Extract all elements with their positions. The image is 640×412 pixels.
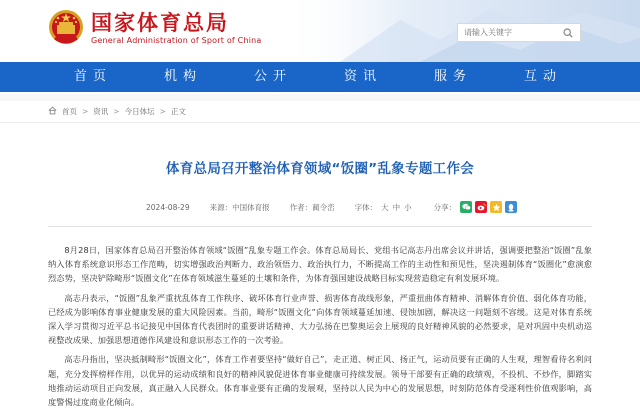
- share-label: 分享：: [433, 202, 457, 212]
- home-icon[interactable]: [48, 106, 57, 117]
- font-size-small[interactable]: 小: [404, 202, 412, 212]
- article-source: 来源：中国体育报: [209, 202, 270, 212]
- nav-item-interaction[interactable]: 互动: [523, 69, 562, 84]
- breadcrumb-separator: >: [82, 107, 89, 116]
- nav-item-service[interactable]: 服务: [433, 69, 472, 84]
- site-title-en: General Administration of Sport of China: [91, 36, 262, 45]
- nav-item-organization[interactable]: 机构: [163, 69, 202, 84]
- article-meta: [48, 200, 592, 214]
- qq-icon[interactable]: [505, 201, 517, 213]
- nav-item-news[interactable]: 资讯: [343, 69, 382, 84]
- national-emblem-icon: [47, 8, 85, 48]
- site-logo[interactable]: [47, 8, 262, 48]
- site-header: [0, 0, 640, 62]
- article-title: 体育总局召开整治体育领域“饭圈”乱象专题工作会: [165, 161, 475, 177]
- nav-item-public[interactable]: 公开: [253, 69, 292, 84]
- qzone-icon[interactable]: [490, 201, 502, 213]
- article-author: 作者：蔺令峦: [289, 202, 335, 212]
- nav-shadow-strip: [0, 94, 640, 101]
- breadcrumb-current: 正文: [170, 107, 186, 116]
- site-title: 国家体育总局: [91, 10, 229, 35]
- article-date: 2024-08-29: [146, 202, 190, 212]
- breadcrumb-today-sports[interactable]: 今日体坛: [124, 107, 155, 116]
- font-size-large[interactable]: 大: [381, 202, 389, 212]
- article: [0, 157, 640, 409]
- article-paragraph: 高志丹表示，“饭圈”乱象严重扰乱体育工作秩序、破坏体育行业声誉、损害体育战线形象，严重扭曲体育精神、消解体育价值、弱化体育功能，已经成为影响体育事业健康发展的重大风险因素。当前，畸形“饭圈文化”向体育领域蔓延加速、侵蚀加剧，解决这一问题刻不容缓。这是对体育系统深入学习贯彻习近平总书记接见中国体育代表团时的重要讲话精神、大力弘扬在巴黎奥运会上展现的良好精神风貌的必然要求，是对巩固中央机动巡视整改成果、加强思想道德作风建设和意识形态工作的一次考验。: [48, 292, 592, 346]
- breadcrumb-separator: >: [159, 107, 166, 116]
- share-bar: [434, 201, 521, 213]
- search-icon[interactable]: [558, 24, 578, 41]
- weibo-icon[interactable]: [475, 201, 487, 213]
- article-paragraph: 8月28日，国家体育总局召开整治体育领域“饭圈”乱象专题工作会。体育总局局长、党组书记高志丹出席会议并讲话，强调要把整治“饭圈”乱象纳入体育系统意识形态工作范畴，切实增强政治判断力、政治领悟力、政治执行力，不断提高工作的主动性和预见性，坚决遏制体育“饭圈化”愈演愈烈态势，坚决铲除畸形“饭圈文化”在体育领域滋生蔓延的土壤和条件，为体育强国建设战略目标实现营造稳定有利发展环境。: [48, 245, 592, 284]
- breadcrumb-news[interactable]: 资讯: [93, 107, 109, 116]
- main-nav: [0, 62, 640, 92]
- nav-item-home[interactable]: 首页: [73, 69, 112, 84]
- font-size-label: 字体：: [354, 202, 378, 212]
- wechat-icon[interactable]: [460, 201, 472, 213]
- font-size-medium[interactable]: 中: [392, 202, 401, 212]
- search-box: [457, 23, 581, 42]
- breadcrumb: [0, 101, 640, 123]
- breadcrumb-separator: >: [113, 107, 120, 116]
- font-size-switcher: [355, 202, 412, 213]
- article-paragraph: 高志丹指出，坚决抵制畸形“饭圈文化”，体育工作者要坚持“做好自己”，走正道、树正风、扬正气，运动员要有正确的人生观，理智看待名利问题，充分发挥榜样作用，以优异的运动成绩和良好的精神风貌促进体育事业健康可持续发展。领导干部要有正确的政绩观，不投机、不炒作，脚踏实地推动运动项目正向发展，真正融入人民群众。体育事业要有正确的发展观，坚持以人民为中心的发展思想，时刻防范体育受逐利性价值观影响，高度警惕过度商业化倾向。: [48, 354, 592, 408]
- search-input[interactable]: [458, 24, 558, 41]
- breadcrumb-home[interactable]: 首页: [62, 107, 77, 116]
- meta-divider: [48, 226, 592, 227]
- article-body: [48, 243, 592, 409]
